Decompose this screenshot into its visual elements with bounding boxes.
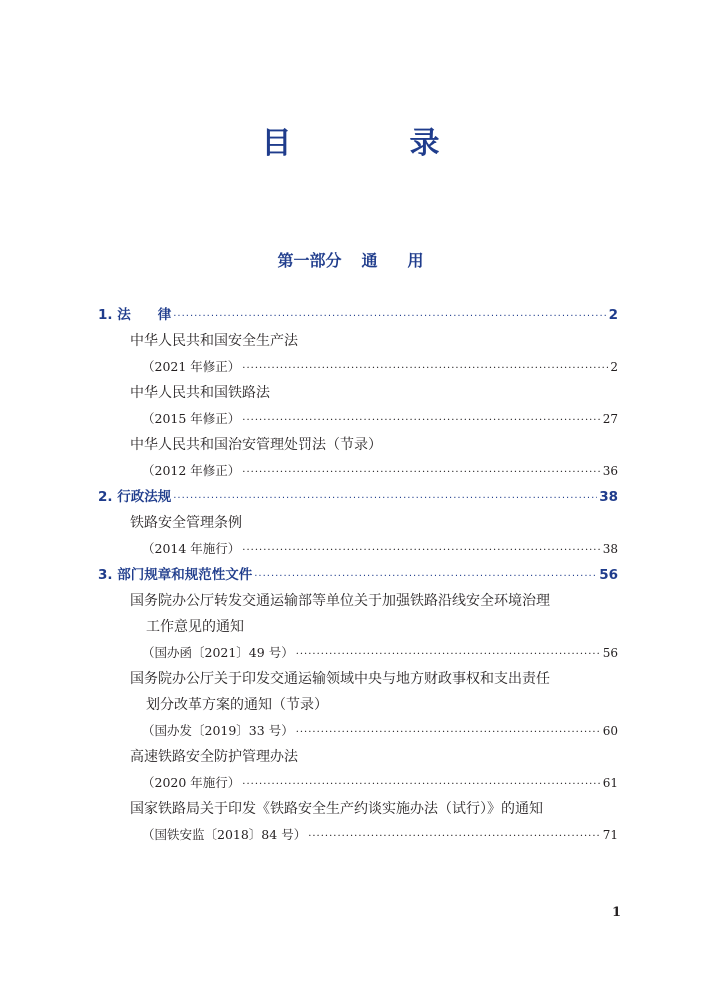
toc-entry-label: （2012 年修正）: [142, 463, 241, 478]
toc-document-title: [98, 328, 618, 354]
part-heading-number: 第一部分: [277, 251, 342, 270]
toc-entry-label: 工作意见的通知: [146, 619, 244, 635]
toc-document-title: [98, 510, 618, 536]
toc-entry-label: （国铁安监〔2018〕84 号）: [142, 827, 307, 842]
dot-leader: [242, 356, 608, 382]
toc-page-number: 56: [602, 646, 618, 660]
dot-leader: [242, 538, 600, 564]
toc-entry-label: 中华人民共和国铁路法: [130, 385, 270, 401]
toc-document-note[interactable]: [98, 536, 618, 562]
toc-document-title: [98, 588, 618, 614]
toc-entry-label: 3. 部门规章和规范性文件: [98, 567, 253, 583]
toc-document-title: [98, 380, 618, 406]
toc-entry-label: 划分改革方案的通知（节录）: [146, 697, 328, 713]
toc-document-note[interactable]: [98, 458, 618, 484]
toc-document-title-continued: [98, 614, 618, 640]
dot-leader: [173, 304, 606, 330]
toc-section-heading[interactable]: [98, 484, 618, 510]
toc-document-title: [98, 666, 618, 692]
toc-document-note[interactable]: [98, 718, 618, 744]
toc-document-title: [98, 796, 618, 822]
toc-document-note[interactable]: [98, 770, 618, 796]
toc-document-title-continued: [98, 692, 618, 718]
toc-document-note[interactable]: [98, 406, 618, 432]
toc-entry-label: 2. 行政法规: [98, 489, 172, 505]
table-of-contents: [98, 302, 618, 848]
part-heading-word-2: 用: [407, 251, 424, 270]
toc-document-title: [98, 432, 618, 458]
toc-entry-label: （国办发〔2019〕33 号）: [142, 723, 294, 738]
dot-leader: [254, 564, 597, 590]
toc-page-number: 27: [602, 412, 618, 426]
toc-page-number: 56: [599, 567, 618, 583]
part-heading-word-1: 通: [361, 251, 378, 270]
dot-leader: [242, 772, 600, 798]
toc-page-number: 60: [602, 724, 618, 738]
toc-page-number: 36: [602, 464, 618, 478]
toc-entry-label: 高速铁路安全防护管理办法: [130, 749, 298, 765]
toc-entry-label: 中华人民共和国安全生产法: [130, 333, 298, 349]
dot-leader: [242, 460, 600, 486]
toc-page-number: 71: [602, 828, 618, 842]
toc-entry-label: （2015 年修正）: [142, 411, 241, 426]
page-number: 1: [611, 905, 621, 920]
toc-entry-label: （2014 年施行）: [142, 541, 241, 556]
dot-leader: [173, 486, 597, 512]
page-title: 目 录: [261, 126, 484, 161]
toc-section-heading[interactable]: [98, 562, 618, 588]
toc-section-heading[interactable]: [98, 302, 618, 328]
part-heading: [0, 248, 701, 274]
dot-leader: [296, 720, 601, 746]
toc-document-note[interactable]: [98, 640, 618, 666]
toc-entry-label: 国务院办公厅转发交通运输部等单位关于加强铁路沿线安全环境治理: [130, 593, 550, 609]
toc-document-note[interactable]: [98, 822, 618, 848]
toc-entry-label: 1. 法 律: [98, 307, 172, 323]
dot-leader: [242, 408, 600, 434]
toc-page-number: 38: [602, 542, 618, 556]
toc-entry-label: （2021 年修正）: [142, 359, 241, 374]
toc-page-number: 38: [599, 489, 618, 505]
toc-entry-label: （2020 年施行）: [142, 775, 241, 790]
toc-entry-label: 国家铁路局关于印发《铁路安全生产约谈实施办法（试行）》的通知: [130, 801, 543, 817]
toc-entry-label: 铁路安全管理条例: [130, 515, 242, 531]
toc-page-number: 2: [608, 307, 618, 323]
toc-page-number: 2: [610, 360, 618, 374]
toc-entry-label: 国务院办公厅关于印发交通运输领域中央与地方财政事权和支出责任: [130, 671, 550, 687]
toc-document-title: [98, 744, 618, 770]
toc-entry-label: 中华人民共和国治安管理处罚法（节录）: [130, 437, 382, 453]
toc-page-number: 61: [602, 776, 618, 790]
toc-document-note[interactable]: [98, 354, 618, 380]
dot-leader: [308, 824, 601, 850]
toc-entry-label: （国办函〔2021〕49 号）: [142, 645, 294, 660]
dot-leader: [296, 642, 601, 668]
